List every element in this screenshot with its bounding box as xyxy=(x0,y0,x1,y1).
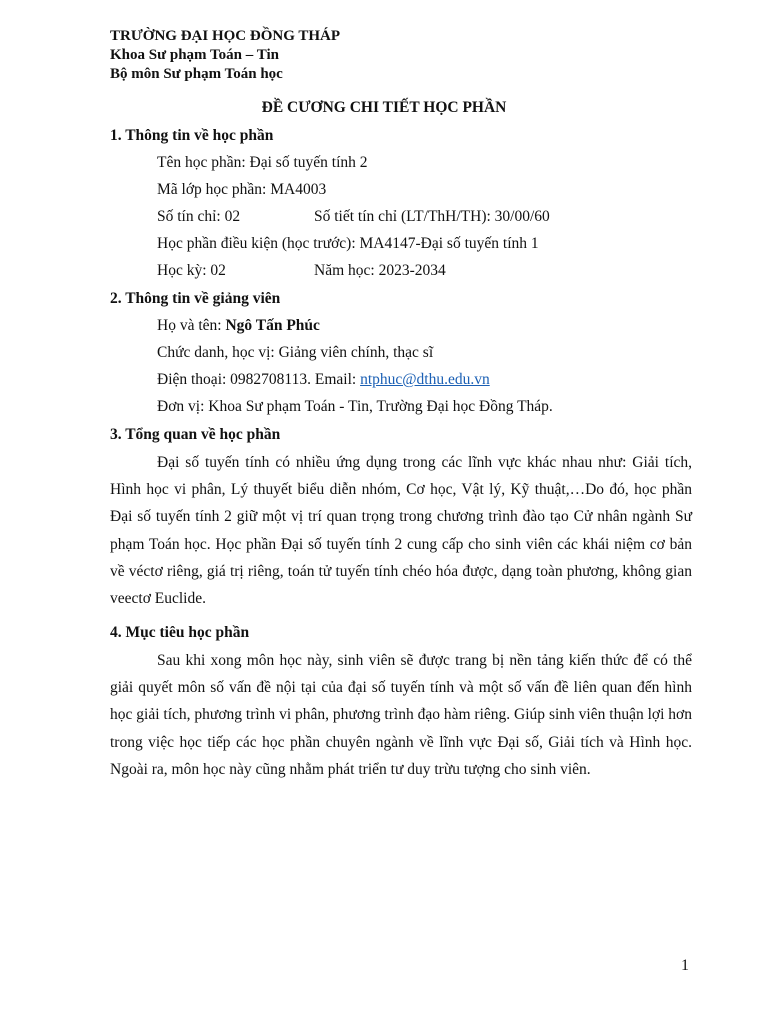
phone-label: Điện thoại: 0982708113. Email: xyxy=(157,371,361,388)
document-title: ĐỀ CƯƠNG CHI TIẾT HỌC PHẦN xyxy=(261,99,507,116)
section-3-body: Đại số tuyến tính có nhiều ứng dụng trong các lĩnh vực khác nhau như: Giải tích, Hình học vi phân, Lý thuyết biểu diễn nhóm, Cơ học, Vật lý, Kỹ thuật,…Do đó, học phần Đại số tuyến tính 2 giữ một vị trí quan trọng trong chương trình đào tạo Cử nhân ngành Sư phạm Toán học. Học phần Đại số tuyến tính 2 cung cấp cho sinh viên các khái niệm cơ bản về véctơ riêng, giá trị riêng, toán tử tuyến tính chéo hóa được, dạng toàn phương, không gian veectơ Euclide. xyxy=(110,454,692,608)
lecturer-title: Chức danh, học vị: Giảng viên chính, thạc sĩ xyxy=(157,344,434,361)
section-4-heading: 4. Mục tiêu học phần xyxy=(110,624,250,641)
lecturer-name-line xyxy=(157,317,320,335)
prerequisite: Học phần điều kiện (học trước): MA4147-Đại số tuyến tính 1 xyxy=(157,235,539,252)
university-name: TRƯỜNG ĐẠI HỌC ĐỒNG THÁP xyxy=(110,28,341,44)
faculty-name: Khoa Sư phạm Toán – Tin xyxy=(110,47,279,63)
section-4-body: Sau khi xong môn học này, sinh viên sẽ được trang bị nền tảng kiến thức để có thể giải quyết môn số vấn đề nội tại của đại số tuyến tính và một số vấn đề liên quan đến hình học giải tích, phương trình vi phân, phương trình đạo hàm riêng. Giúp sinh viên thuận lợi hơn trong việc học tiếp các học phần chuyên ngành về lĩnh vực Đại số, Giải tích và Hình học. Ngoài ra, môn học này cũng nhằm phát triển tư duy trừu tượng cho sinh viên. xyxy=(110,652,692,778)
section-1-heading: 1. Thông tin về học phần xyxy=(110,127,274,144)
department-name: Bộ môn Sư phạm Toán học xyxy=(110,66,283,82)
email-link[interactable]: ntphuc@dthu.edu.vn xyxy=(360,371,490,388)
credit-hours: Số tiết tín chỉ (LT/ThH/TH): 30/00/60 xyxy=(314,208,550,225)
semester: Học kỳ: 02 xyxy=(157,262,226,279)
academic-year: Năm học: 2023-2034 xyxy=(314,262,446,279)
lecturer-name: Ngô Tấn Phúc xyxy=(225,317,320,334)
lecturer-unit: Đơn vị: Khoa Sư phạm Toán - Tin, Trường Đại học Đồng Tháp. xyxy=(157,398,553,415)
class-code: Mã lớp học phần: MA4003 xyxy=(157,181,327,198)
contact-line xyxy=(157,371,490,389)
course-name: Tên học phần: Đại số tuyến tính 2 xyxy=(157,154,368,171)
section-3-heading: 3. Tổng quan về học phần xyxy=(110,426,281,443)
page-number: 1 xyxy=(681,957,689,974)
credits: Số tín chỉ: 02 xyxy=(157,208,241,225)
document-header xyxy=(110,27,340,84)
lecturer-name-label: Họ và tên: xyxy=(157,317,226,334)
section-2-heading: 2. Thông tin về giảng viên xyxy=(110,290,281,307)
